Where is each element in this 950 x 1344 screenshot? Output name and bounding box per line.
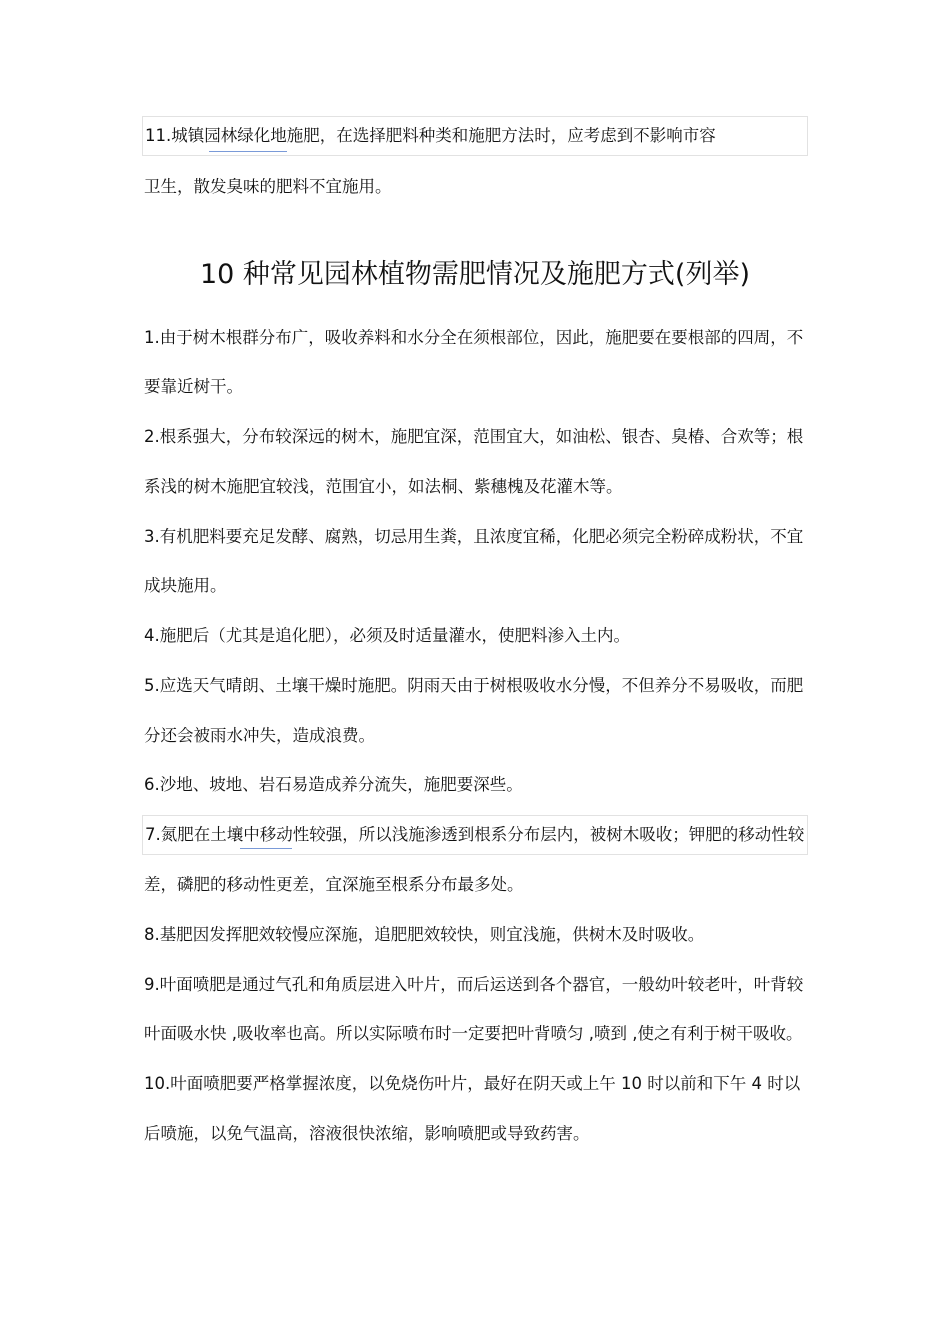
intro-line-2: 卫生，散发臭味的肥料不宜施用。 (144, 177, 392, 196)
item-9-line-2: 叶面吸水快 ,吸收率也高。所以实际喷布时一定要把叶背喷匀 ,喷到 ,使之有利于树干吸收。 (144, 1024, 803, 1043)
item-3-line-2: 成块施用。 (144, 576, 227, 595)
item-3-line-1: 3.有机肥料要充足发酵、腐熟，切忌用生粪，且浓度宜稀，化肥必须完全粉碎成粉状，不宜 (144, 527, 804, 546)
item-10-line-1: 10.叶面喷肥要严格掌握浓度，以免烧伤叶片，最好在阴天或上午 10 时以前和下午 4 时以 (144, 1074, 801, 1093)
item-8-line-1: 8.基肥因发挥肥效较慢应深施，追肥肥效较快，则宜浅施，供树木及时吸收。 (144, 925, 705, 944)
item-2-line-1: 2.根系强大，分布较深远的树木，施肥宜深，范围宜大，如油松、银杏、臭椿、合欢等；根 (144, 427, 804, 446)
item-1-line-2: 要靠近树干。 (144, 377, 243, 396)
item-5-line-2: 分还会被雨水冲失，造成浪费。 (144, 726, 375, 745)
intro-line-1: 11.城镇园林绿化地施肥，在选择肥料种类和施肥方法时，应考虑到不影响市容 (142, 116, 808, 156)
link-underline (209, 151, 287, 152)
item-4-line-1: 4.施肥后（尤其是追化肥），必须及时适量灌水，使肥料渗入土内。 (144, 626, 630, 645)
item-7-line-1: 7.氮肥在土壤中移动性较强，所以浅施渗透到根系分布层内，被树木吸收；钾肥的移动性较 (142, 815, 808, 855)
item-9-line-1: 9.叶面喷肥是通过气孔和角质层进入叶片，而后运送到各个器官，一般幼叶较老叶，叶背较 (144, 975, 804, 994)
item-7-line-2: 差，磷肥的移动性更差，宜深施至根系分布最多处。 (144, 875, 524, 894)
item-5-line-1: 5.应选天气晴朗、土壤干燥时施肥。阴雨天由于树根吸收水分慢，不但养分不易吸收，而肥 (144, 676, 804, 695)
item-2-line-2: 系浅的树木施肥宜较浅，范围宜小，如法桐、紫穗槐及花灌木等。 (144, 477, 623, 496)
link-underline (240, 848, 292, 849)
item-6-line-1: 6.沙地、坡地、岩石易造成养分流失，施肥要深些。 (144, 775, 523, 794)
item-1-line-1: 1.由于树木根群分布广，吸收养料和水分全在须根部位，因此，施肥要在要根部的四周，不 (144, 328, 804, 347)
section-heading: 10 种常见园林植物需肥情况及施肥方式(列举) (199, 259, 750, 290)
item-10-line-2: 后喷施，以免气温高，溶液很快浓缩，影响喷肥或导致药害。 (144, 1124, 590, 1143)
